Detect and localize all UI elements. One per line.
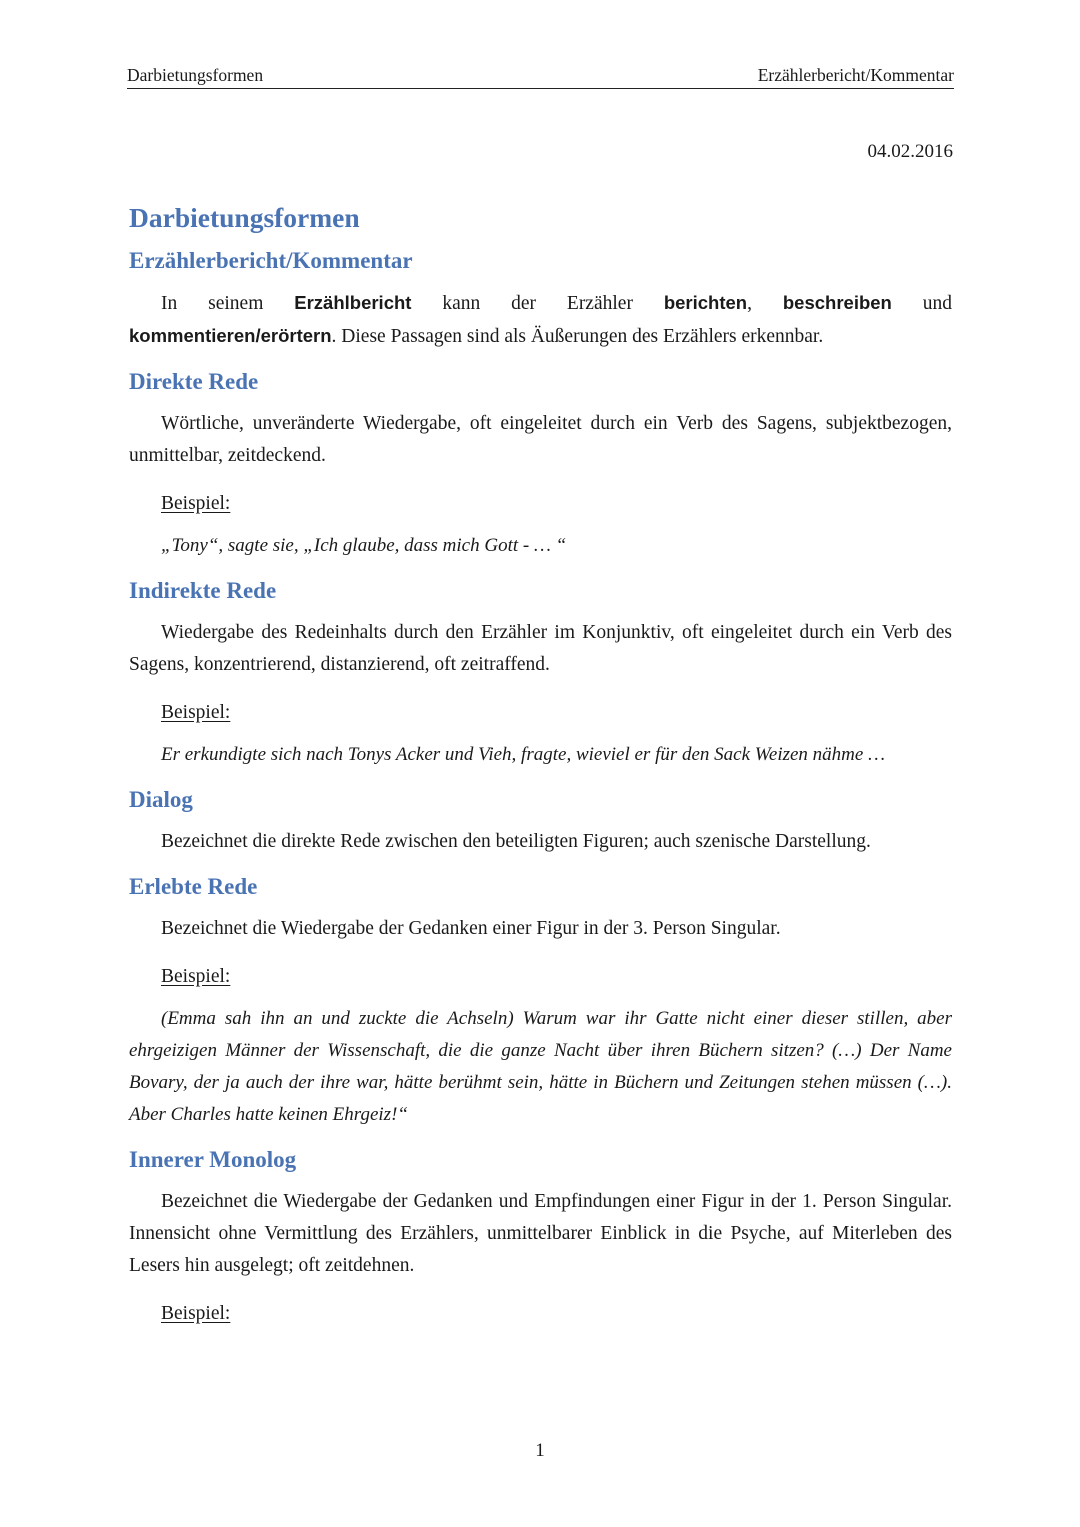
section-body-indirekte-rede: Wiedergabe des Redeinhalts durch den Erzähler im Konjunktiv, oft eingeleitet durch ein Verb des Sagens, konzentrierend, distanzierend, oft zeitraffend. <box>129 622 952 675</box>
section-heading-dialog: Dialog <box>129 787 193 812</box>
document-date: 04.02.2016 <box>867 141 953 162</box>
page-header <box>127 62 954 89</box>
example-text: (Emma sah ihn an und zuckte die Achseln) Warum war ihr Gatte nicht einer dieser stillen, aber ehrgeizigen Männer der Wissenschaft, die die ganze Nacht über ihren Büchern sitzen? (…) Der Name Bovary, der ja auch der ihre war, hätte berühmt sein, hätte in Büchern und Zeitungen stehen müssen (…). Aber Charles hatte keinen Ehrgeiz!“ <box>129 1008 952 1125</box>
section-body-direkte-rede: Wörtliche, unveränderte Wiedergabe, oft eingeleitet durch ein Verb des Sagens, subjektbezogen, unmittelbar, zeitdeckend. <box>129 413 952 466</box>
example-label: Beispiel: <box>161 966 231 987</box>
example-label: Beispiel: <box>161 1303 231 1324</box>
header-right: Erzählerbericht/Kommentar <box>757 65 954 85</box>
section-body-innerer-monolog: Bezeichnet die Wiedergabe der Gedanken und Empfindungen einer Figur in der 1. Person Singular. Innensicht ohne Vermittlung des Erzählers, unmittelbarer Einblick in die Psyche, auf Miterleben des Lesers hin ausgelegt; oft zeitdehnen. <box>129 1191 952 1276</box>
example-label: Beispiel: <box>161 702 231 723</box>
section-heading-erzaehlerbericht: Erzählerbericht/Kommentar <box>129 248 413 273</box>
example-text: Er erkundigte sich nach Tonys Acker und Vieh, fragte, wieviel er für den Sack Weizen nähme … <box>161 744 885 765</box>
page-number: 1 <box>535 1440 545 1461</box>
section-heading-innerer-monolog: Innerer Monolog <box>129 1147 297 1172</box>
bold-term: kommentieren/erörtern <box>129 325 332 346</box>
bold-term: Erzählbericht <box>294 292 412 313</box>
example-label: Beispiel: <box>161 493 231 514</box>
text-run: kann der Erzähler <box>411 293 664 314</box>
bold-term: beschreiben <box>782 292 892 313</box>
section-heading-erlebte-rede: Erlebte Rede <box>129 874 258 899</box>
text-run: , <box>747 293 783 314</box>
section-heading-direkte-rede: Direkte Rede <box>129 369 259 394</box>
section-heading-indirekte-rede: Indirekte Rede <box>129 578 277 603</box>
document-body <box>129 202 952 1340</box>
example-text: „Tony“, sagte sie, „Ich glaube, dass mich Gott - … “ <box>161 535 567 556</box>
text-run: . Diese Passagen sind als Äußerungen des Erzählers erkennbar. <box>331 326 824 347</box>
text-run: und <box>891 293 953 314</box>
text-run: In seinem <box>161 293 295 314</box>
section-body-erlebte-rede: Bezeichnet die Wiedergabe der Gedanken einer Figur in der 3. Person Singular. <box>161 918 781 939</box>
section-body-erzaehlerbericht <box>129 287 952 353</box>
page-title: Darbietungsformen <box>129 202 360 233</box>
section-body-dialog: Bezeichnet die direkte Rede zwischen den beteiligten Figuren; auch szenische Darstellung. <box>161 831 871 852</box>
bold-term: berichten <box>663 292 748 313</box>
header-left: Darbietungsformen <box>127 65 264 85</box>
